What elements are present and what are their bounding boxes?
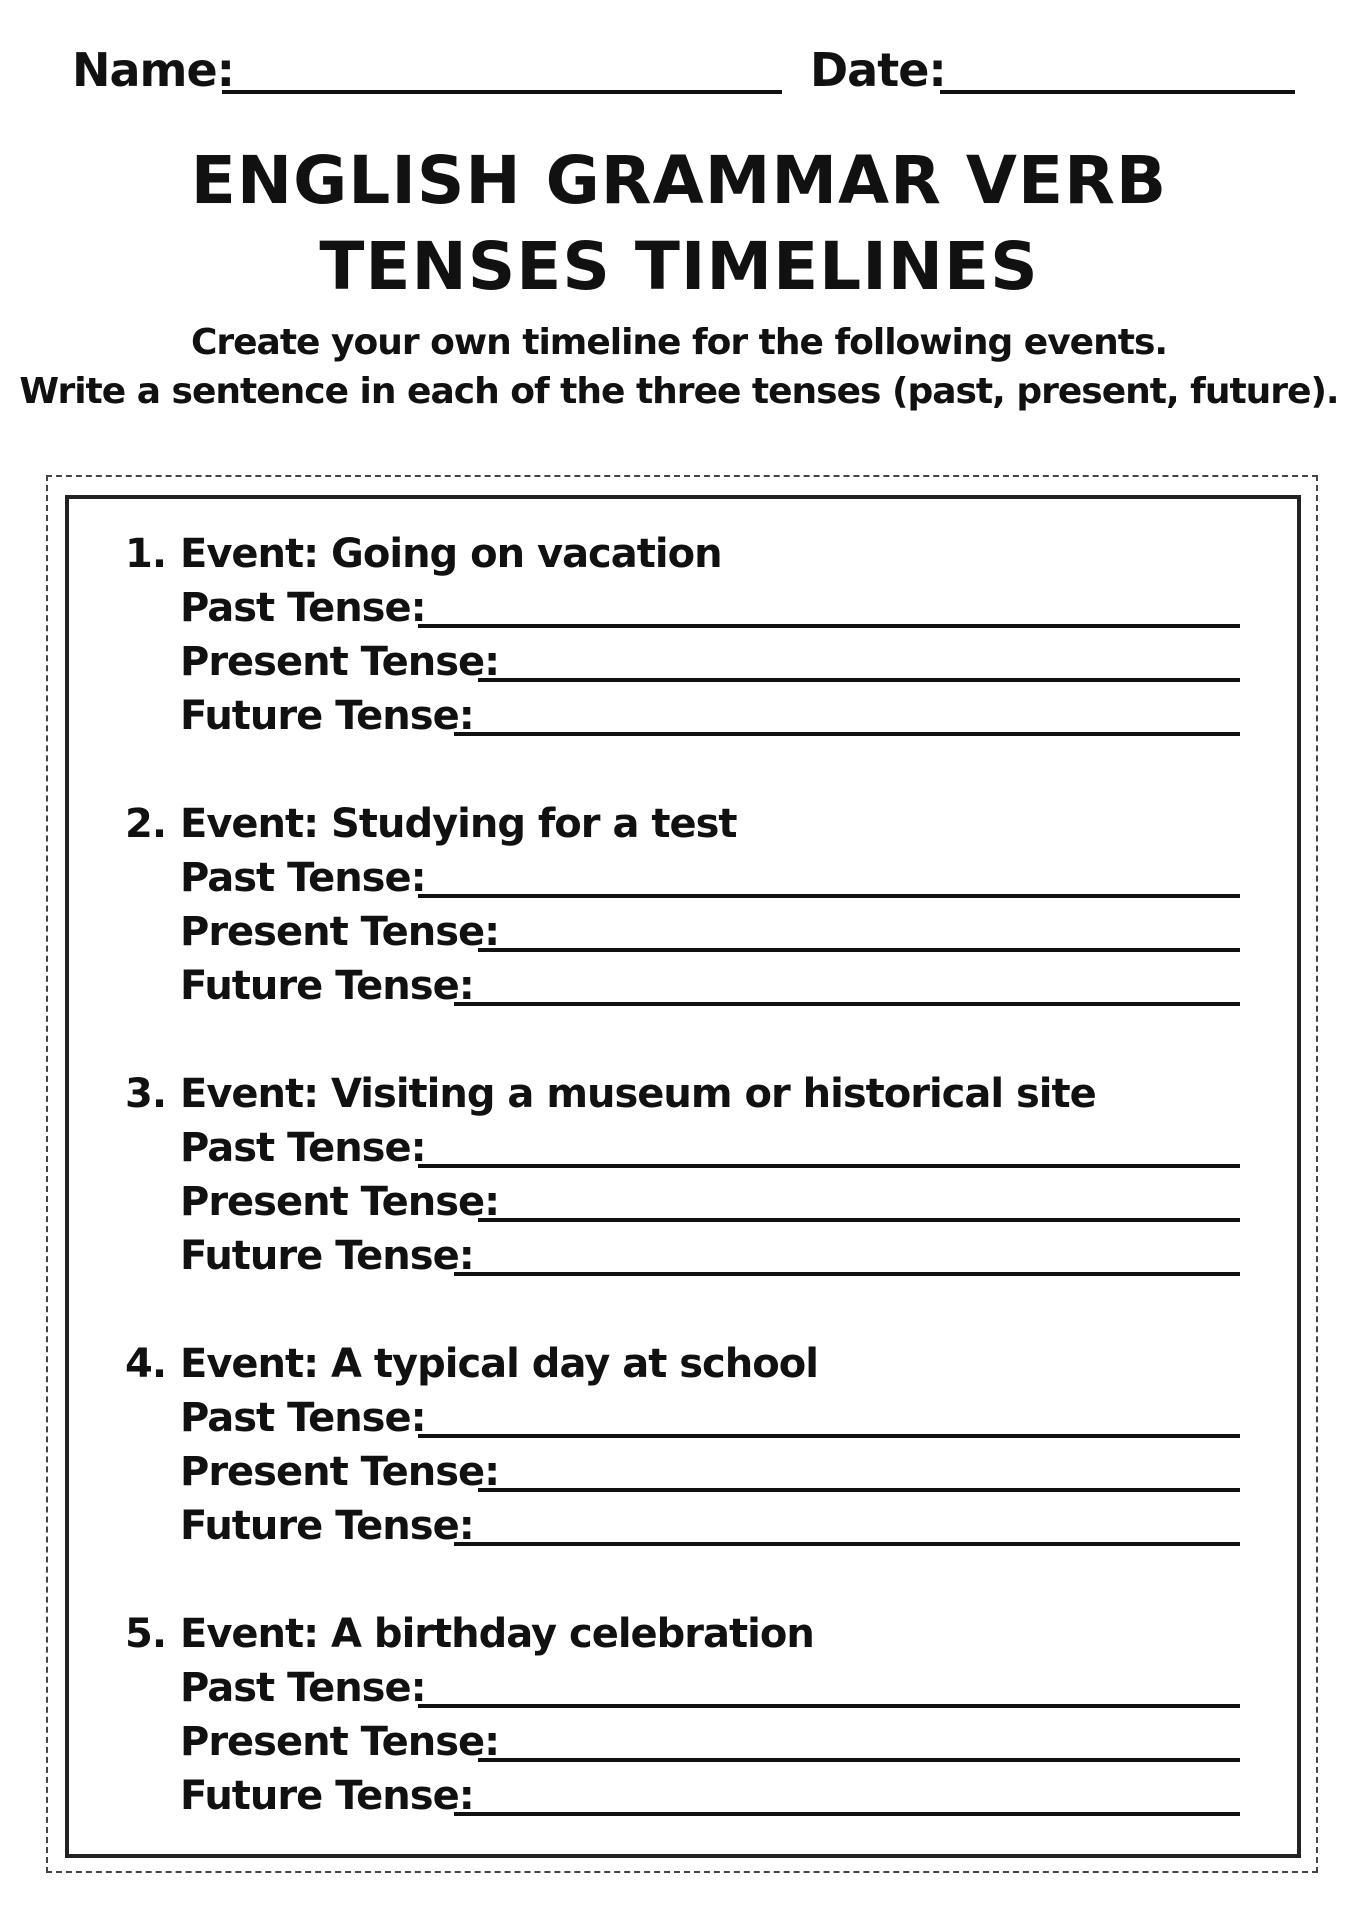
past-tense-label: Past Tense: (180, 1665, 426, 1711)
past-tense-row (180, 1122, 1240, 1174)
past-tense-row (180, 1392, 1240, 1444)
future-tense-label: Future Tense: (180, 1773, 474, 1819)
event-number: 5. (125, 1611, 167, 1657)
event-title: Event: Going on vacation (180, 531, 722, 577)
event-title: Event: A typical day at school (180, 1341, 818, 1387)
present-tense-label: Present Tense: (180, 909, 500, 955)
past-tense-label: Past Tense: (180, 585, 426, 631)
past-tense-answer-line[interactable] (418, 624, 1240, 628)
present-tense-row (180, 636, 1240, 688)
event-item-4 (125, 1338, 1240, 1568)
event-item-5 (125, 1608, 1240, 1838)
past-tense-row (180, 852, 1240, 904)
future-tense-label: Future Tense: (180, 693, 474, 739)
event-number: 4. (125, 1341, 167, 1387)
event-title: Event: A birthday celebration (180, 1611, 814, 1657)
page-title (0, 138, 1358, 310)
event-heading (125, 798, 737, 850)
future-tense-label: Future Tense: (180, 963, 474, 1009)
title-line-1: ENGLISH GRAMMAR VERB (190, 142, 1168, 219)
future-tense-answer-line[interactable] (454, 1002, 1240, 1006)
future-tense-answer-line[interactable] (454, 1542, 1240, 1546)
title-line-2: TENSES TIMELINES (319, 228, 1039, 305)
event-heading (125, 528, 722, 580)
present-tense-answer-line[interactable] (478, 678, 1240, 682)
past-tense-answer-line[interactable] (418, 894, 1240, 898)
future-tense-label: Future Tense: (180, 1233, 474, 1279)
present-tense-row (180, 906, 1240, 958)
past-tense-label: Past Tense: (180, 1125, 426, 1171)
event-item-3 (125, 1068, 1240, 1298)
header-row (72, 40, 1292, 100)
present-tense-label: Present Tense: (180, 1719, 500, 1765)
future-tense-row (180, 1500, 1240, 1552)
past-tense-row (180, 1662, 1240, 1714)
event-heading (125, 1608, 814, 1660)
instructions (0, 318, 1358, 416)
name-label: Name: (72, 43, 235, 97)
future-tense-row (180, 1230, 1240, 1282)
future-tense-row (180, 690, 1240, 742)
event-title: Event: Visiting a museum or historical site (180, 1071, 1096, 1117)
present-tense-answer-line[interactable] (478, 1488, 1240, 1492)
present-tense-answer-line[interactable] (478, 1758, 1240, 1762)
past-tense-label: Past Tense: (180, 855, 426, 901)
event-number: 1. (125, 531, 167, 577)
past-tense-answer-line[interactable] (418, 1434, 1240, 1438)
present-tense-answer-line[interactable] (478, 1218, 1240, 1222)
event-title: Event: Studying for a test (180, 801, 737, 847)
instructions-line-1: Create your own timeline for the following events. (190, 322, 1168, 363)
present-tense-label: Present Tense: (180, 1179, 500, 1225)
past-tense-label: Past Tense: (180, 1395, 426, 1441)
present-tense-label: Present Tense: (180, 1449, 500, 1495)
date-label: Date: (810, 43, 946, 97)
past-tense-answer-line[interactable] (418, 1164, 1240, 1168)
past-tense-answer-line[interactable] (418, 1704, 1240, 1708)
future-tense-answer-line[interactable] (454, 1812, 1240, 1816)
past-tense-row (180, 582, 1240, 634)
present-tense-row (180, 1446, 1240, 1498)
future-tense-row (180, 960, 1240, 1012)
present-tense-label: Present Tense: (180, 639, 500, 685)
future-tense-label: Future Tense: (180, 1503, 474, 1549)
event-item-2 (125, 798, 1240, 1028)
date-field[interactable] (940, 90, 1295, 94)
event-number: 2. (125, 801, 167, 847)
future-tense-answer-line[interactable] (454, 732, 1240, 736)
name-field[interactable] (222, 90, 782, 94)
present-tense-row (180, 1176, 1240, 1228)
instructions-line-2: Write a sentence in each of the three tenses (past, present, future). (19, 371, 1339, 412)
present-tense-row (180, 1716, 1240, 1768)
future-tense-answer-line[interactable] (454, 1272, 1240, 1276)
future-tense-row (180, 1770, 1240, 1822)
event-heading (125, 1338, 818, 1390)
present-tense-answer-line[interactable] (478, 948, 1240, 952)
event-heading (125, 1068, 1096, 1120)
event-number: 3. (125, 1071, 167, 1117)
event-item-1 (125, 528, 1240, 758)
